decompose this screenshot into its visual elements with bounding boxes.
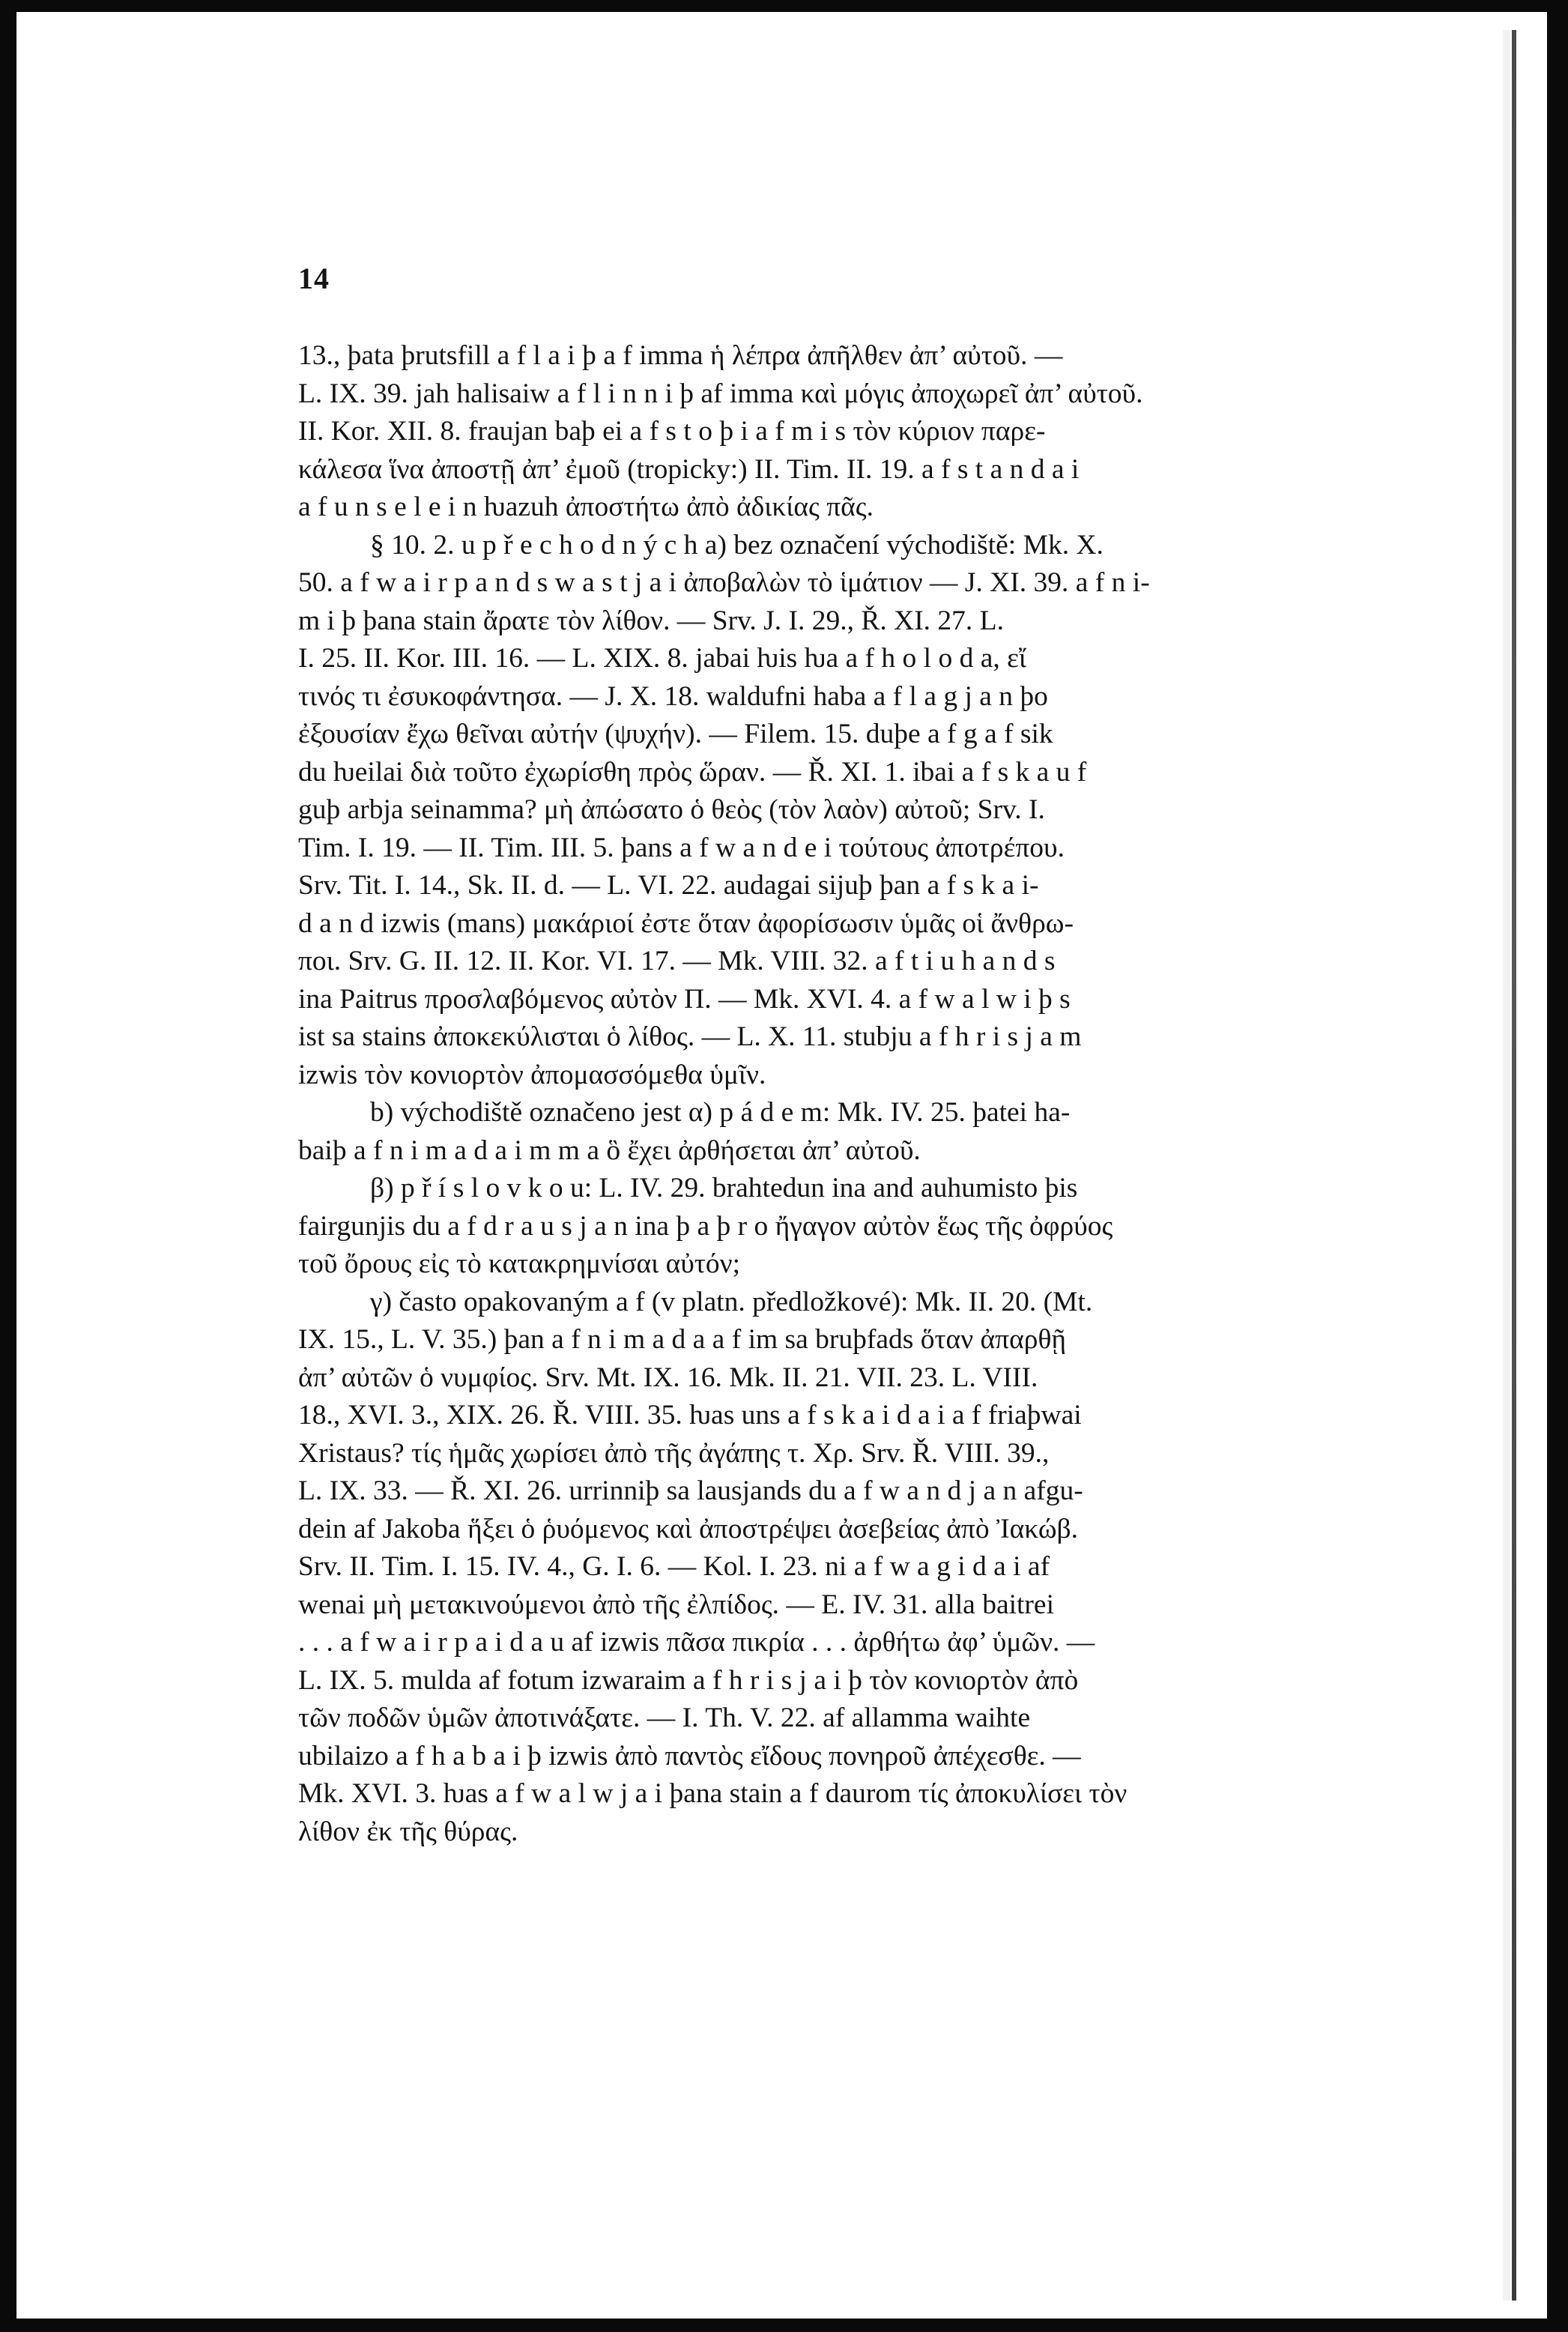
scan-bottom-edge bbox=[0, 2319, 1568, 2332]
text-line: 50. a f w a i r p a n d s w a s t j a i ἀποβαλὼν τὸ ἱμάτιον — J. XI. 39. a f n i- bbox=[298, 567, 1150, 598]
scan-right-edge bbox=[1547, 0, 1568, 2332]
text-line: wenai μὴ μετακινούμενοι ἀπὸ τῆς ἐλπίδος. — E. IV. 31. alla baitrei bbox=[298, 1589, 1054, 1620]
text-line: λίθον ἐκ τῆς θύρας. bbox=[298, 1816, 518, 1847]
text-line: τινός τι ἐσυκοφάντησα. — J. X. 18. waldufni haba a f l a g j a n þo bbox=[298, 680, 1048, 712]
text-line: 13., þata þrutsfill a f l a i þ a f imma ἡ λέπρα ἀπῆλθεν ἀπ’ αὐτοῦ. — bbox=[298, 340, 1063, 371]
text-line: κάλεσα ἵνα ἀποστῇ ἀπ’ ἐμοῦ (tropicky:) II. Tim. II. 19. a f s t a n d a i bbox=[298, 453, 1080, 485]
text-line: Mk. XVI. 3. ƕas a f w a l w j a i þana stain a f daurom τίς ἀποκυλίσει τὸν bbox=[298, 1778, 1127, 1809]
text-line: guþ arbja seinamma? μὴ ἀπώσατο ὁ θεὸς (τὸν λαὸν) αὐτοῦ; Srv. I. bbox=[298, 794, 1045, 825]
scan-top-edge bbox=[0, 0, 1568, 12]
text-line: du ƕeilai διὰ τοῦτο ἐχωρίσθη πρὸς ὥραν. — Ř. XI. 1. ibai a f s k a u f bbox=[298, 756, 1087, 788]
text-line: L. IX. 33. — Ř. XI. 26. urrinniþ sa lausjands du a f w a n d j a n afgu- bbox=[298, 1475, 1083, 1506]
text-line: Srv. II. Tim. I. 15. IV. 4., G. I. 6. — Kol. I. 23. ni a f w a g i d a i af bbox=[298, 1551, 1050, 1582]
text-line: L. IX. 39. jah halisaiw a f l i n n i þ af imma καὶ μόγις ἀποχωρεῖ ἀπ’ αὐτοῦ. bbox=[298, 378, 1143, 409]
text-line: . . . a f w a i r p a i d a u af izwis πᾶσα πικρία . . . ἀρθήτω ἀφ’ ὑμῶν. — bbox=[298, 1627, 1095, 1658]
text-line: 18., XVI. 3., XIX. 26. Ř. VIII. 35. ƕas uns a f s k a i d a i a f friaþwai bbox=[298, 1400, 1082, 1431]
text-line: IX. 15., L. V. 35.) þan a f n i m a d a a f im sa bruþfads ὅταν ἀπαρθῇ bbox=[298, 1324, 1067, 1355]
text-line: izwis τὸν κονιορτὸν ἀπομασσόμεθα ὑμῖν. bbox=[298, 1059, 766, 1090]
page-crease-shadow bbox=[1503, 30, 1510, 2301]
text-line: L. IX. 5. mulda af fotum izwaraim a f h r i s j a i þ τὸν κονιορτὸν ἀπὸ bbox=[298, 1664, 1079, 1696]
section-heading-line: § 10. 2. u p ř e c h o d n ý c h a) bez označení východiště: Mk. X. bbox=[370, 529, 1104, 561]
text-line: ina Paitrus προσλαβόμενος αὐτὸν Π. — Mk. XVI. 4. a f w a l w i þ s bbox=[298, 983, 1071, 1015]
text-line: I. 25. II. Kor. III. 16. — L. XIX. 8. jabai ƕis ƕa a f h o l o d a, εἴ bbox=[298, 643, 1026, 674]
scan-left-edge bbox=[0, 0, 16, 2332]
text-line: ubilaizo a f h a b a i þ izwis ἀπὸ παντὸς εἴδους πονηροῦ ἀπέχεσθε. — bbox=[298, 1740, 1081, 1771]
text-line: τοῦ ὄρους εἰς τὸ κατακρημνίσαι αὐτόν; bbox=[298, 1248, 741, 1279]
text-line: Xristaus? τίς ἡμᾶς χωρίσει ἀπὸ τῆς ἀγάπης τ. Χρ. Srv. Ř. VIII. 39., bbox=[298, 1437, 1050, 1469]
subsection-line: γ) často opakovaným a f (v platn. předložkové): Mk. II. 20. (Mt. bbox=[370, 1286, 1093, 1317]
text-line: fairgunjis du a f d r a u s j a n ina þ a þ r o ἤγαγον αὐτὸν ἕως τῆς ὀφρύος bbox=[298, 1210, 1113, 1242]
text-line: baiþ a f n i m a d a i m m a ὃ ἔχει ἀρθήσεται ἀπ’ αὐτοῦ. bbox=[298, 1135, 921, 1166]
text-line: τῶν ποδῶν ὑμῶν ἀποτινάξατε. — I. Th. V. 22. af allamma waihte bbox=[298, 1703, 1031, 1733]
text-line: ist sa stains ἀποκεκύλισται ὁ λίθος. — L. X. 11. stubju a f h r i s j a m bbox=[298, 1021, 1082, 1052]
text-line: dein af Jakoba ἥξει ὁ ῥυόμενος καὶ ἀποστρέψει ἀσεβείας ἀπὸ Ἰακώβ. bbox=[298, 1513, 1078, 1544]
text-line: II. Kor. XII. 8. fraujan baþ ei a f s t o þ i a f m i s τὸν κύριον παρε- bbox=[298, 416, 1046, 447]
page-crease bbox=[1512, 30, 1516, 2301]
text-line: ἀπ’ αὐτῶν ὁ νυμφίος. Srv. Mt. IX. 16. Mk. II. 21. VII. 23. L. VIII. bbox=[298, 1362, 1038, 1393]
text-line: m i þ þana stain ἄρατε τὸν λίθον. — Srv. J. I. 29., Ř. XI. 27. L. bbox=[298, 605, 1004, 636]
body-text bbox=[298, 337, 1302, 1851]
subsection-line: β) p ř í s l o v k o u: L. IV. 29. brahtedun ina and auhumisto þis bbox=[370, 1173, 1078, 1203]
subsection-line: b) východiště označeno jest α) p á d e m: Mk. IV. 25. þatei ha- bbox=[370, 1097, 1071, 1128]
text-line: ἐξουσίαν ἔχω θεῖναι αὐτήν (ψυχήν). — Filem. 15. duþe a f g a f sik bbox=[298, 719, 1053, 749]
text-line: Srv. Tit. I. 14., Sk. II. d. — L. VI. 22. audagai sijuþ þan a f s k a i- bbox=[298, 870, 1039, 901]
text-line: ποι. Srv. G. II. 12. II. Kor. VI. 17. — Mk. VIII. 32. a f t i u h a n d s bbox=[298, 946, 1056, 976]
text-line: a f u n s e l e i n ƕazuh ἀποστήτω ἀπὸ ἀδικίας πᾶς. bbox=[298, 492, 874, 522]
page-number: 14 bbox=[298, 262, 330, 295]
text-line: d a n d izwis (mans) μακάριοί ἐστε ὅταν ἀφορίσωσιν ὑμᾶς οἱ ἄνθρω- bbox=[298, 907, 1074, 939]
text-line: Tim. I. 19. — II. Tim. III. 5. þans a f w a n d e i τούτους ἀποτρέπου. bbox=[298, 832, 1065, 863]
